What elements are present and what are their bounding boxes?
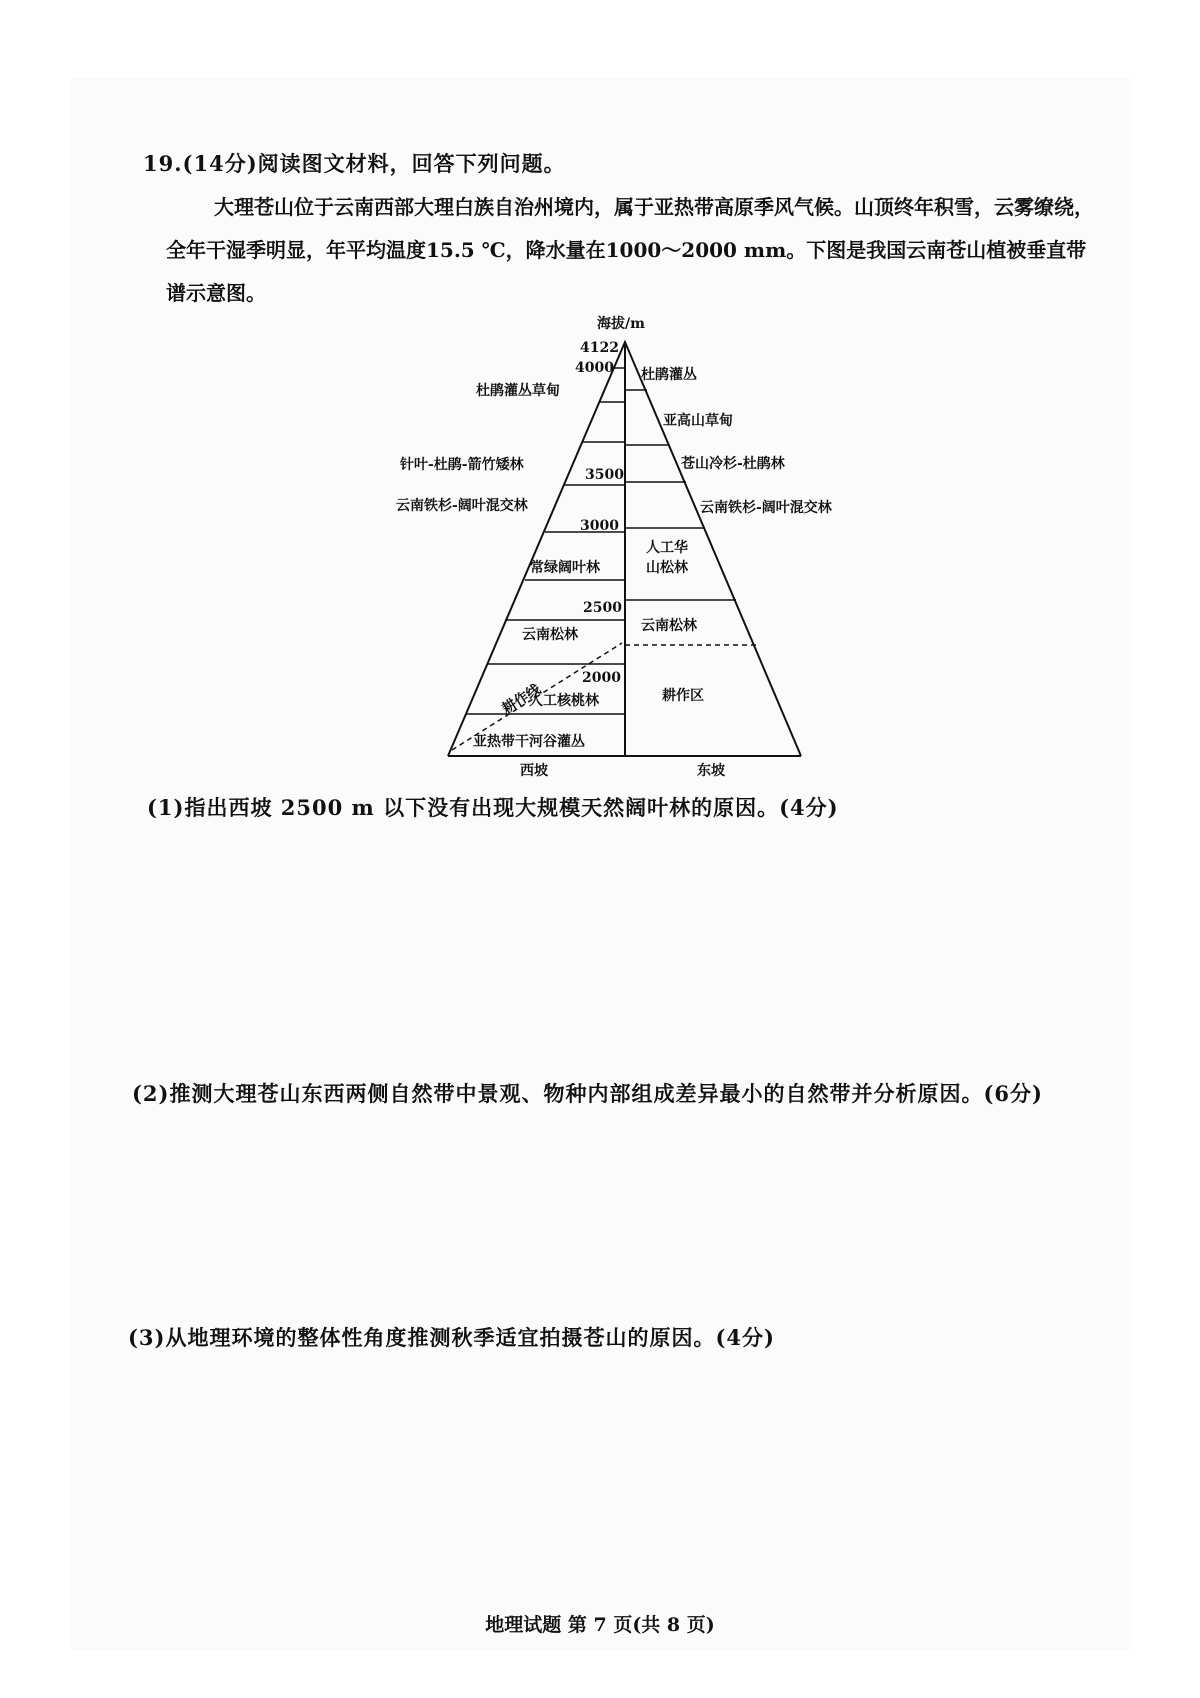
elevation-2000: 2000 — [582, 670, 621, 686]
west-zone-1: 杜鹃灌丛草甸 — [476, 383, 560, 399]
east-zone-7: 耕作区 — [662, 688, 704, 704]
sub-question-2: (2)推测大理苍山东西两侧自然带中景观、物种内部组成差异最小的自然带并分析原因。(6分) — [132, 1081, 1043, 1106]
elevation-4122: 4122 — [580, 340, 619, 356]
west-zone-5: 云南松林 — [522, 627, 578, 643]
east-zone-5a: 人工华 — [646, 540, 688, 556]
east-zone-3: 苍山冷杉-杜鹃林 — [681, 456, 785, 472]
question-header: 19.(14分)阅读图文材料，回答下列问题。 — [143, 151, 566, 176]
west-zone-boundaries — [466, 368, 625, 714]
east-zone-4: 云南铁杉-阔叶混交林 — [700, 500, 832, 516]
east-zone-1: 杜鹃灌丛 — [641, 367, 697, 383]
west-zone-3: 云南铁杉-阔叶混交林 — [396, 498, 528, 514]
west-zone-4: 常绿阔叶林 — [530, 560, 600, 576]
vegetation-zonation-diagram — [0, 0, 1200, 800]
axis-label: 海拔/m — [597, 316, 645, 332]
page-footer: 地理试题 第 7 页(共 8 页) — [485, 1614, 715, 1636]
east-zone-5b: 山松林 — [646, 560, 688, 576]
east-zone-2: 亚高山草甸 — [663, 413, 733, 429]
question-intro: 大理苍山位于云南西部大理白族自治州境内，属于亚热带高原季风气候。山顶终年积雪，云雾缭绕，全年干湿季明显，年平均温度15.5 ℃，降水量在1000～2000 mm。下图是我国云南苍山植被垂直带谱示意图。 — [166, 195, 1094, 305]
elevation-3500: 3500 — [585, 467, 624, 483]
west-zone-7: 亚热带干河谷灌丛 — [473, 734, 585, 750]
sub-question-1: (1)指出西坡 2500 m 以下没有出现大规模天然阔叶林的原因。(4分) — [147, 795, 839, 820]
west-slope-label: 西坡 — [520, 763, 548, 779]
elevation-3000: 3000 — [580, 518, 619, 534]
cultivation-line-label: 耕作线 — [499, 681, 544, 718]
elevation-4000: 4000 — [575, 360, 614, 376]
east-zone-6: 云南松林 — [641, 618, 697, 634]
elevation-2500: 2500 — [583, 600, 622, 616]
sub-question-3: (3)从地理环境的整体性角度推测秋季适宜拍摄苍山的原因。(4分) — [128, 1325, 775, 1350]
west-zone-2: 针叶-杜鹃-箭竹矮林 — [400, 457, 524, 473]
east-slope-label: 东坡 — [697, 763, 725, 779]
west-zone-6: 人工核桃林 — [529, 693, 599, 709]
